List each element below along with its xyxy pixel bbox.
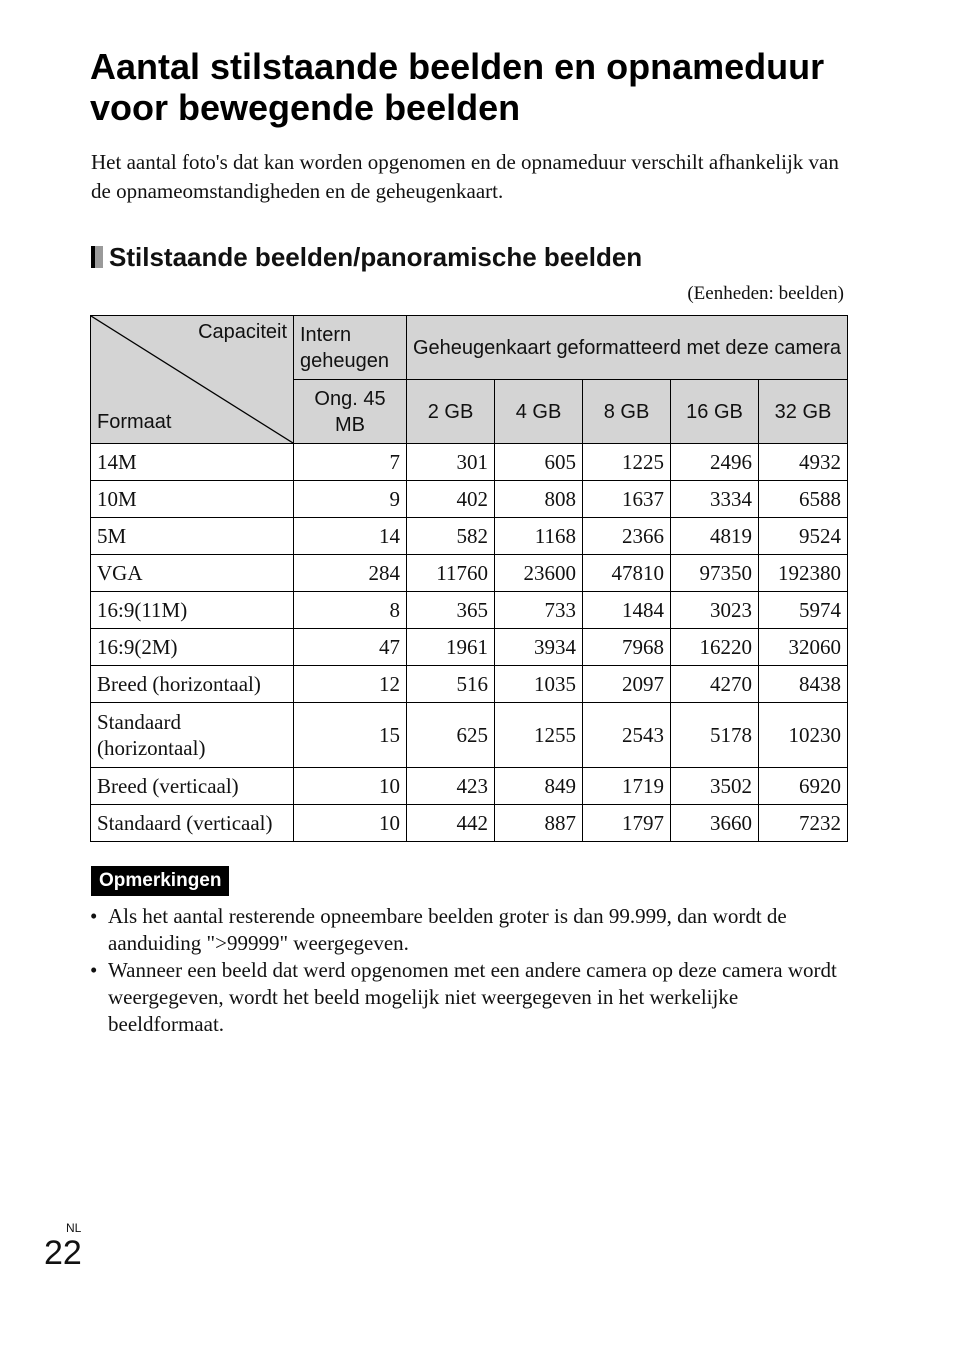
table-cell: 47	[294, 629, 407, 666]
table-cell: 5178	[671, 703, 759, 768]
subheader-cell: 16 GB	[671, 380, 759, 444]
row-label: 14M	[91, 444, 294, 481]
page-title: Aantal stilstaande beelden en opnameduur voor bewegende beelden	[90, 46, 825, 128]
table-cell: 2543	[583, 703, 671, 768]
table-cell: 5974	[759, 592, 848, 629]
table-cell: 516	[407, 666, 495, 703]
table-cell: 6920	[759, 768, 848, 805]
table-cell: 97350	[671, 555, 759, 592]
notes-badge: Opmerkingen	[91, 866, 229, 896]
row-label: Breed (verticaal)	[91, 768, 294, 805]
row-label: Standaard (horizontaal)	[91, 703, 294, 768]
corner-label-capacity: Capaciteit	[198, 321, 287, 343]
table-cell: 6588	[759, 481, 848, 518]
subheader-cell: Ong. 45 MB	[294, 380, 407, 444]
table-row	[91, 481, 848, 518]
table-cell: 9	[294, 481, 407, 518]
table-cell: 4819	[671, 518, 759, 555]
section-heading	[91, 240, 851, 274]
table-corner-cell	[91, 316, 294, 444]
table-cell: 1797	[583, 805, 671, 842]
subheader-cell: 32 GB	[759, 380, 848, 444]
table-cell: 402	[407, 481, 495, 518]
corner-label-format: Formaat	[97, 411, 172, 433]
list-item	[90, 903, 850, 957]
subheader-cell: 8 GB	[583, 380, 671, 444]
table-cell: 8438	[759, 666, 848, 703]
list-item	[90, 957, 850, 1038]
table-cell: 365	[407, 592, 495, 629]
table-row	[91, 666, 848, 703]
table-cell: 14	[294, 518, 407, 555]
table-cell: 4932	[759, 444, 848, 481]
table-cell: 1484	[583, 592, 671, 629]
table-row	[91, 703, 848, 768]
table-row	[91, 805, 848, 842]
row-label: 10M	[91, 481, 294, 518]
table-cell: 7968	[583, 629, 671, 666]
capacity-table	[90, 315, 848, 842]
table-cell: 808	[495, 481, 583, 518]
table-cell: 3334	[671, 481, 759, 518]
header-memory-card: Geheugenkaart geformatteerd met deze camera	[407, 316, 848, 380]
table-cell: 2097	[583, 666, 671, 703]
table-cell: 16220	[671, 629, 759, 666]
table-cell: 4270	[671, 666, 759, 703]
section-marker-icon	[91, 246, 103, 268]
subheader-cell: 2 GB	[407, 380, 495, 444]
table-cell: 12	[294, 666, 407, 703]
row-label: 5M	[91, 518, 294, 555]
table-cell: 1035	[495, 666, 583, 703]
table-cell: 1961	[407, 629, 495, 666]
table-cell: 7232	[759, 805, 848, 842]
table-cell: 284	[294, 555, 407, 592]
table-cell: 23600	[495, 555, 583, 592]
subheader-cell: 4 GB	[495, 380, 583, 444]
table-cell: 32060	[759, 629, 848, 666]
table-row	[91, 629, 848, 666]
table-cell: 15	[294, 703, 407, 768]
table-cell: 301	[407, 444, 495, 481]
notes-list	[90, 903, 850, 1038]
table-cell: 10	[294, 768, 407, 805]
table-cell: 1719	[583, 768, 671, 805]
table-cell: 1255	[495, 703, 583, 768]
table-cell: 1168	[495, 518, 583, 555]
table-cell: 47810	[583, 555, 671, 592]
units-note: (Eenheden: beelden)	[687, 283, 844, 304]
table-row	[91, 444, 848, 481]
table-cell: 887	[495, 805, 583, 842]
header-internal-memory: Intern geheugen	[294, 316, 407, 380]
table-row	[91, 518, 848, 555]
table-cell: 8	[294, 592, 407, 629]
table-cell: 442	[407, 805, 495, 842]
table-cell: 849	[495, 768, 583, 805]
section-heading-text: Stilstaande beelden/panoramische beelden	[109, 242, 643, 272]
table-cell: 625	[407, 703, 495, 768]
row-label: Standaard (verticaal)	[91, 805, 294, 842]
table-cell: 2366	[583, 518, 671, 555]
row-label: VGA	[91, 555, 294, 592]
table-cell: 11760	[407, 555, 495, 592]
row-label: Breed (horizontaal)	[91, 666, 294, 703]
table-cell: 7	[294, 444, 407, 481]
table-cell: 3502	[671, 768, 759, 805]
table-cell: 2496	[671, 444, 759, 481]
table-cell: 3023	[671, 592, 759, 629]
row-label: 16:9(11M)	[91, 592, 294, 629]
page-number: 22	[44, 1234, 82, 1272]
table-row	[91, 768, 848, 805]
table-cell: 582	[407, 518, 495, 555]
table-cell: 3660	[671, 805, 759, 842]
table-cell: 605	[495, 444, 583, 481]
table-cell: 3934	[495, 629, 583, 666]
table-cell: 423	[407, 768, 495, 805]
table-row	[91, 555, 848, 592]
table-cell: 192380	[759, 555, 848, 592]
table-cell: 9524	[759, 518, 848, 555]
note-text: Als het aantal resterende opneembare beelden groter is dan 99.999, dan wordt de aanduiding ">99999" weergegeven.	[108, 904, 787, 955]
table-header-row	[91, 316, 848, 380]
intro-paragraph: Het aantal foto's dat kan worden opgenomen en de opnameduur verschilt afhankelijk van de opnameomstandigheden en de geheugenkaart.	[91, 150, 839, 203]
note-text: Wanneer een beeld dat werd opgenomen met een andere camera op deze camera wordt weergegeven, wordt het beeld mogelijk niet weergegeven in het werkelijke beeldformaat.	[108, 958, 837, 1036]
table-cell: 10230	[759, 703, 848, 768]
table-cell: 1225	[583, 444, 671, 481]
language-code: NL	[66, 1221, 82, 1235]
table-row	[91, 592, 848, 629]
row-label: 16:9(2M)	[91, 629, 294, 666]
table-cell: 733	[495, 592, 583, 629]
bullet-icon: •	[90, 904, 98, 928]
table-cell: 10	[294, 805, 407, 842]
table-cell: 1637	[583, 481, 671, 518]
bullet-icon: •	[90, 958, 98, 982]
